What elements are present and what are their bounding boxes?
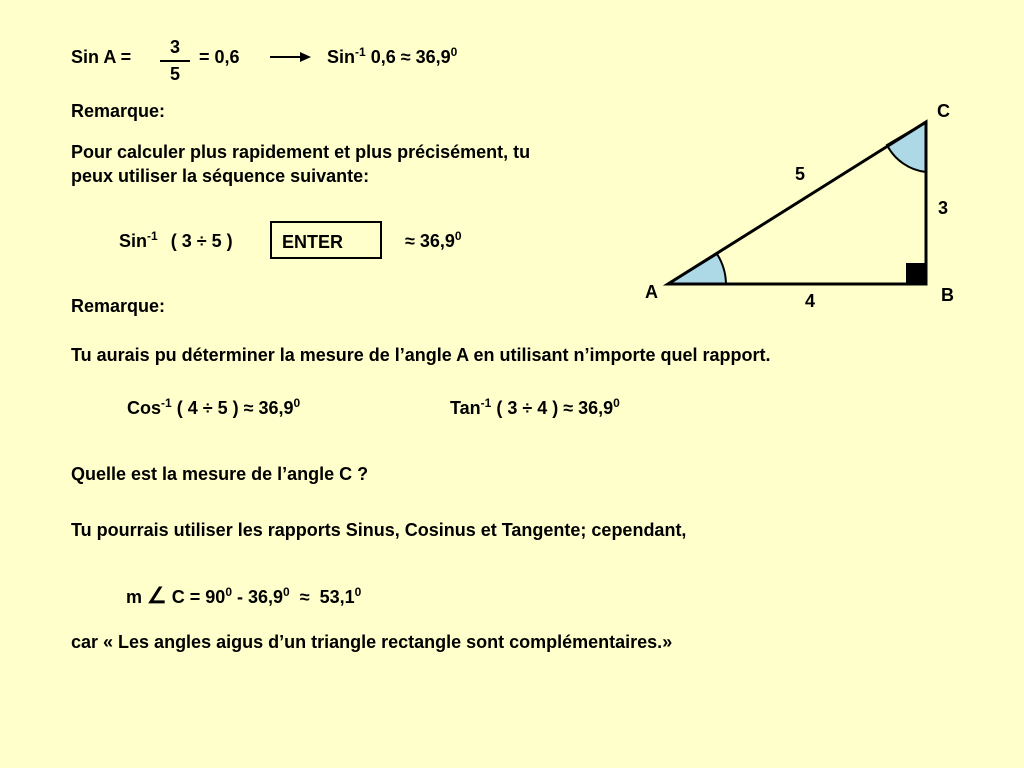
enter-label: ENTER (282, 232, 344, 252)
exponent: -1 (480, 396, 492, 410)
sin-label: Sin (327, 47, 356, 67)
vertex-a-label: A (645, 282, 658, 302)
degree-mark: 0 (225, 585, 233, 599)
degree-mark: 0 (283, 585, 290, 599)
degree-mark: 0 (450, 45, 458, 59)
right-angle-marker (906, 263, 926, 284)
degree-mark: 0 (613, 396, 620, 410)
sequence-result: ≈ $36,9^0$ (405, 229, 462, 251)
fraction-numerator: 3 (169, 37, 180, 57)
sin-result: 0,6 ≈ 36,9 (370, 47, 451, 67)
exponent: -1 (355, 45, 366, 59)
sin-a-label: Sin A = (71, 47, 132, 67)
tan-inverse-line: Tan$^{-1}$ ( 3 ÷ 4 ) ≈ $36,9^0$ (450, 396, 620, 418)
cos-inverse-line: Cos$^{-1}$ ( 4 ÷ 5 ) ≈ $36,9^0$ (127, 396, 301, 418)
triangle-outline (668, 122, 926, 284)
side-vertical-label: 3 (938, 198, 949, 218)
degree-mark: 0 (454, 229, 462, 243)
exponent: -1 (161, 396, 172, 410)
exponent: -1 (147, 229, 158, 243)
vertex-c-label: C (937, 101, 950, 121)
degree-mark: 0 (293, 396, 301, 410)
cos-label: Cos (127, 398, 162, 418)
remarque-heading-1: Remarque: (71, 101, 166, 121)
angle-c-question: Quelle est la mesure de l’angle C ? (71, 464, 369, 484)
angle-icon: ∠ (147, 583, 167, 608)
sin-label: Sin (119, 231, 148, 251)
any-ratio-sentence: Tu aurais pu déterminer la mesure de l’angle A en utilisant n’importe quel rapport. (71, 345, 771, 365)
side-base-label: 4 (805, 291, 816, 311)
fraction-denominator: 5 (169, 64, 180, 84)
angle-c-arc (887, 122, 926, 172)
equals-value: = 0,6 (199, 47, 240, 67)
remarque-heading-2: Remarque: (71, 296, 166, 316)
side-hypotenuse-label: 5 (795, 164, 806, 184)
explanation-paragraph: Pour calculer plus rapidement et plus précisément, tu peux utiliser la séquence suivante: (71, 142, 531, 186)
degree-mark: 0 (354, 585, 362, 599)
ratios-sentence: Tu pourrais utiliser les rapports Sinus, Cosinus et Tangente; cependant, (71, 520, 687, 540)
vertex-b-label: B (941, 285, 954, 305)
tan-label: Tan (450, 398, 481, 418)
angle-c-calculation: m ∠ $C = 90^0 - 36,9^0 \approx 53,1^0$ (126, 583, 362, 608)
sequence-args: ( 3 ÷ 5 ) (170, 231, 233, 251)
conclusion-sentence: car « Les angles aigus d’un triangle rectangle sont complémentaires.» (71, 632, 673, 652)
